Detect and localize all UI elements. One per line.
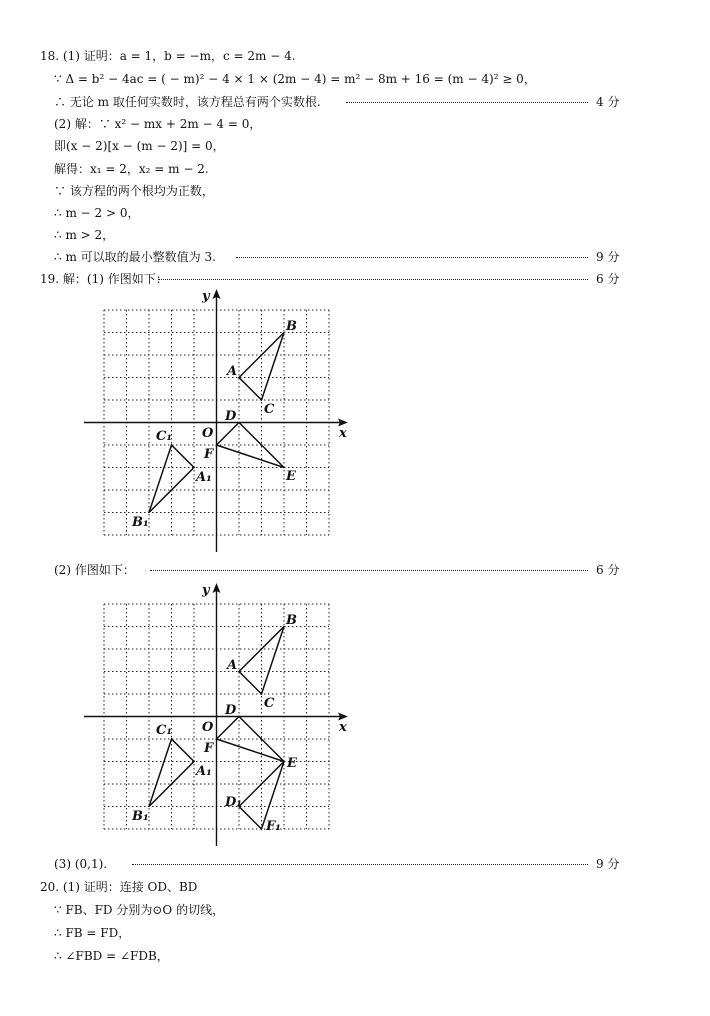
label-f1: F₁ [266,819,281,834]
label-e: E [287,756,297,771]
label-a1: A₁ [196,470,212,485]
label-b1: B₁ [132,809,149,824]
q20-line-4: ∴ ∠FBD = ∠FDB， [54,949,169,963]
label-a: A [227,364,238,379]
label-o: O [202,720,214,735]
score-label: 4 分 [596,95,620,109]
score-label: 6 分 [596,563,620,577]
q18-line-8: ∴ m − 2 > 0， [54,206,140,220]
graph-part-1 [80,286,360,554]
q18-line-7: ∵ 该方程的两个根均为正数， [54,184,214,198]
label-d1: D₁ [225,795,242,810]
q20-line-1: 20. (1) 证明：连接 OD、BD [40,880,198,894]
q18-line-10: ∴ m 可以取的最小整数值为 3. [54,250,216,264]
label-c: C [264,696,275,711]
label-a1: A₁ [196,764,212,779]
score-label: 9 分 [596,250,620,264]
q18-line-1: 18. (1) 证明：a = 1，b = −m，c = 2m − 4. [40,49,296,63]
dotted-leader [158,279,588,280]
dotted-leader [346,102,588,103]
q19-line-2: (2) 作图如下： [54,563,135,577]
q20-line-2: ∵ FB、FD 分别为⊙O 的切线， [54,903,225,917]
label-a: A [227,658,238,673]
label-c: C [264,402,275,417]
q18-line-9: ∴ m > 2， [54,228,115,242]
label-f: F [204,447,214,462]
dotted-leader [150,570,588,571]
score-label: 9 分 [596,857,620,871]
label-c1: C₁ [156,429,173,444]
label-o: O [202,426,214,441]
q18-line-5: 即(x − 2)[x − (m − 2)] = 0， [54,139,225,153]
label-b1: B₁ [132,515,149,530]
q18-line-6: 解得：x₁ = 2，x₂ = m − 2. [54,162,209,176]
triangle-def [217,423,285,468]
q19-line-1: 19. 解：(1) 作图如下： [40,272,168,286]
label-b: B [286,613,297,628]
q18-line-2: ∵ Δ = b² − 4ac = ( − m)² − 4 × 1 × (2m − 4) = m² − 8m + 16 = (m − 4)² ≥ 0， [54,72,536,86]
label-x: x [339,720,347,735]
score-label: 6 分 [596,272,620,286]
label-y: y [202,583,210,598]
label-c1: C₁ [156,723,173,738]
q18-line-4: (2) 解：∵ x² − mx + 2m − 4 = 0， [54,117,262,131]
q20-line-3: ∴ FB = FD， [54,926,131,940]
label-b: B [286,319,297,334]
graph-part-2 [80,580,360,848]
label-x: x [339,426,347,441]
q19-line-3: (3) (0,1). [54,857,108,871]
label-e: E [286,469,296,484]
triangle-def [217,717,285,762]
label-y: y [202,289,210,304]
label-d: D [225,703,237,718]
dotted-leader [132,864,588,865]
q18-line-3: ∴ 无论 m 取任何实数时，该方程总有两个实数根. [54,95,321,109]
label-f: F [204,741,214,756]
dotted-leader [236,257,588,258]
label-d: D [225,409,237,424]
